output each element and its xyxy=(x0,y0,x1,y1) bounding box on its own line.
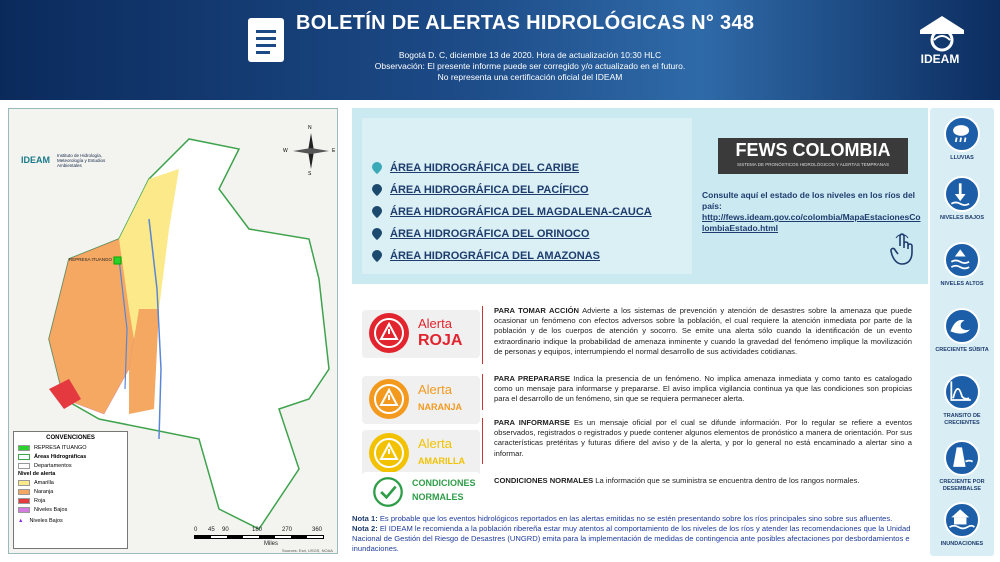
alert-normales-text: CONDICIONES NORMALES La información que se suministra se encuentra dentro de los rangos normales. xyxy=(494,476,860,485)
waves-up-icon xyxy=(944,242,980,278)
compass-n: N xyxy=(308,125,312,131)
alert-naranja-text: PARA PREPARARSE Indica la presencia de un fenómeno. No implica amenaza inmediata y como tanto es catalogado como un mensaje para informarse y prepararse. El aviso implica vigilancia continua ya que las condiciones son propicias para el desarrollo de un fenómeno, sin que se requiera permanecer alerta. xyxy=(494,374,912,404)
sidebar-item-transito-crecientes[interactable]: TRANSITO DE CRECIENTES xyxy=(930,374,994,426)
location-pin-icon xyxy=(372,250,382,262)
area-link-amazonas[interactable]: ÁREA HIDROGRÁFICA DEL AMAZONAS xyxy=(372,250,600,262)
fews-link[interactable]: http://fews.ideam.gov.co/colombia/MapaEstacionesColombiaEstado.html xyxy=(702,212,921,233)
header-subtitle: Bogotá D. C, diciembre 13 de 2020. Hora de actualización 10:30 HLC Observación: El presente informe puede ser corregido y/o actualizado en el futuro. No representa una certificación oficial del IDEAM xyxy=(374,50,686,82)
alert-amarilla-badge: Alerta AMARILLA xyxy=(362,430,480,478)
area-link-orinoco[interactable]: ÁREA HIDROGRÁFICA DEL ORINOCO xyxy=(372,228,589,240)
sidebar-item-creciente-subita[interactable]: CRECIENTE SÚBITA xyxy=(930,308,994,354)
dam-icon xyxy=(944,440,980,476)
alerts-section xyxy=(352,292,928,512)
north-arrow-icon xyxy=(291,131,331,171)
check-icon xyxy=(372,476,404,508)
sidebar-item-creciente-desembalse[interactable]: CRECIENTE POR DESEMBALSE xyxy=(930,440,994,492)
warning-icon xyxy=(368,378,410,420)
fews-logo[interactable]: FEWS COLOMBIA SISTEMA DE PRONÓSTICOS HIDROLÓGICOS Y ALERTAS TEMPRANAS xyxy=(718,138,908,174)
niveles-bajos-swatch xyxy=(18,507,30,513)
sidebar-item-niveles-bajos[interactable]: NIVELES BAJOS xyxy=(930,176,994,222)
location-pin-icon xyxy=(372,162,382,174)
flood-house-icon xyxy=(944,502,980,538)
map-institute: Instituto de Hidrología, Meteorología y Estudios Ambientales xyxy=(57,153,106,168)
sidebar-item-lluvias[interactable]: LLUVIAS xyxy=(930,116,994,162)
represa-label: REPRESA ITUANGO xyxy=(69,257,113,262)
hydrograph-icon xyxy=(944,374,980,410)
page-title: BOLETÍN DE ALERTAS HIDROLÓGICAS N° 348 xyxy=(296,12,755,34)
compass-e: E xyxy=(332,148,336,154)
header-banner xyxy=(0,0,1000,100)
alert-amarilla-text: PARA INFORMARSE Es un mensaje oficial por el cual se difunde información. Por lo regular se refiere a eventos observados, registrados o registrados y puede contener algunos elementos de pronóstico a manera de orientación. Por sus características pretéritas y futuras difiere del aviso y de la alerta, y por lo general no está encaminado a alertar sino a informar. xyxy=(494,418,913,458)
warning-icon xyxy=(368,312,410,354)
note-2: Nota 2: El IDEAM le recomienda a la población ribereña estar muy atentos al comportamiento de los niveles de los ríos y atender las recomendaciones que la Unidad Nacional de Gestión del Riesgo de Desastres (UNGRD) emita para la implementación de medidas de contingencia ante posibles afectaciones por desbordamientos e inundaciones. xyxy=(352,524,911,553)
triangle-icon: ▲ xyxy=(18,517,24,524)
alert-roja-badge: Alerta ROJA xyxy=(362,310,480,358)
area-link-caribe[interactable]: ÁREA HIDROGRÁFICA DEL CARIBE xyxy=(372,162,579,174)
alert-roja-text: PARA TOMAR ACCIÓN Advierte a los sistemas de prevención y atención de desastres sobre la amenaza que puede ocasionar un fenómeno con efectos adversos sobre la población, el cual requiere la atención inmediata por parte de la población y de los cuerpos de atención y socorro. Se emite una alerta sólo cuando la identificación de un evento extraordinario indique la probabilidad de amenaza inminente y cuando la gravedad del fenómeno implique la movilización de personas y equipos, interrumpiendo el normal desarrollo de sus actividades cotidianas. xyxy=(494,306,912,356)
compass-s: S xyxy=(308,171,312,177)
areas-swatch xyxy=(18,454,30,460)
hand-pointer-icon xyxy=(890,232,918,268)
hazard-sidebar xyxy=(930,108,994,556)
wave-icon xyxy=(944,308,980,344)
document-icon xyxy=(248,18,284,62)
departamentos-swatch xyxy=(18,463,30,469)
rain-cloud-icon xyxy=(944,116,980,152)
map-legend: CONVENCIONES REPRESA ITUANGO Áreas Hidrográficas Departamentos Nivel de alerta Amarilla Naranja Roja Niveles Bajos ▲ Niveles Bajos xyxy=(13,431,128,549)
naranja-swatch xyxy=(18,489,30,495)
notes xyxy=(352,514,928,554)
alert-normales-badge: CONDICIONES NORMALES xyxy=(362,472,480,520)
colombia-map[interactable]: Instituto de Hidrología, Meteorología y Estudios Ambientales IDEAM REPRESA ITUANGO N S E W CONVENCIONES REPRESA ITUANGO Áreas Hidrográficas Departamentos Nivel de alerta Amarilla Naranja Roja Niveles Bajos ▲ Niveles Bajos 0 45 90 180 270 360 Miles Sources: Esri, USGS, NOAA xyxy=(8,108,338,554)
fews-description: Consulte aquí el estado de los niveles en los ríos del país: http://fews.ideam.gov.co/colombia/MapaEstacionesColombiaEstado.html xyxy=(702,190,921,233)
area-link-pacifico[interactable]: ÁREA HIDROGRÁFICA DEL PACÍFICO xyxy=(372,184,589,196)
alert-naranja-badge: Alerta NARANJA xyxy=(362,376,480,424)
represa-swatch xyxy=(18,445,30,451)
represa-marker[interactable] xyxy=(114,257,121,264)
location-pin-icon xyxy=(372,206,382,218)
ideam-logo-text: IDEAM xyxy=(920,52,960,66)
map-logo-text: IDEAM xyxy=(21,155,50,165)
note-1: Nota 1: Es probable que los eventos hidrológicos reportados en las alertas emitidas no se estén presentando sobre los ríos principales sino sobre sus afluentes. xyxy=(352,514,893,523)
sidebar-item-niveles-altos[interactable]: NIVELES ALTOS xyxy=(930,242,994,288)
location-pin-icon xyxy=(372,184,382,196)
location-pin-icon xyxy=(372,228,382,240)
roja-swatch xyxy=(18,498,30,504)
compass-w: W xyxy=(283,148,288,154)
warning-icon xyxy=(368,432,410,474)
sidebar-item-inundaciones[interactable]: INUNDACIONES xyxy=(930,502,994,548)
arrow-down-icon xyxy=(944,176,980,212)
amarilla-swatch xyxy=(18,480,30,486)
area-link-magdalena-cauca[interactable]: ÁREA HIDROGRÁFICA DEL MAGDALENA-CAUCA xyxy=(372,206,652,218)
